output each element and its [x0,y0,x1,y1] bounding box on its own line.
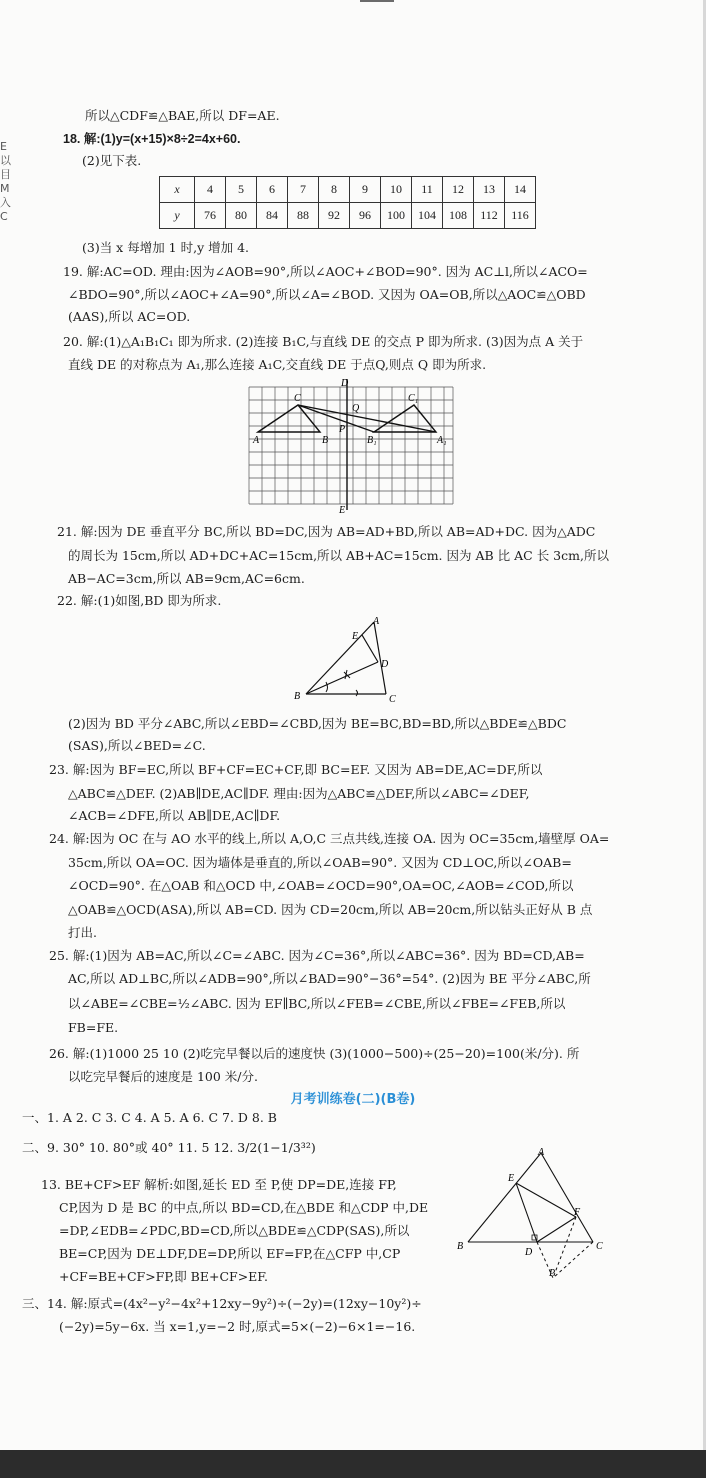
margin-text: E 以 目 M 入 C [0,140,11,223]
text-line: 直线 DE 的对称点为 A₁,那么连接 A₁C,交直线 DE 于点Q,则点 Q 即为所求. [68,357,487,372]
table-cell: 11 [412,177,443,203]
text-line: CP,因为 D 是 BC 的中点,所以 BD=CD,在△BDE 和△CDP 中,DE [59,1200,429,1215]
q18-line: 18. 解:(1)y=(x+15)×8÷2=4x+60. [63,132,241,146]
table-cell: 92 [319,203,350,229]
label-e: E [508,1173,515,1184]
table-cell: y [160,203,195,229]
text-line: AB−AC=3cm,所以 AB=9cm,AC=6cm. [68,571,305,586]
text-line: +CF=BE+CF>FP,即 BE+CF>EF. [59,1269,268,1284]
section-two-line: 二、9. 30° 10. 80°或 40° 11. 5 12. 3/2(1−1/3³²) [22,1140,316,1155]
label-e: E [352,631,359,642]
dashed-lines [537,1217,593,1278]
q14-line: 三、14. 解:原式=(4x²−y²−4x²+12xy−9y²)÷(−2y)=(12xy−10y²)÷ [22,1296,422,1311]
table-cell: 9 [350,177,381,203]
label-e: E [339,505,346,515]
text-line: 以∠ABE=∠CBE=½∠ABC. 因为 EF∥BC,所以∠FEB=∠CBE,所以∠FBE=∠FEB,所以 [68,996,566,1011]
text-line: ∠ACB=∠DFE,所以 AB∥DE,AC∥DF. [68,808,281,823]
grid [249,387,453,504]
label-a: A [373,616,380,627]
table-cell: 100 [381,203,412,229]
table-cell: 116 [505,203,536,229]
text-line: FB=FE. [68,1020,119,1035]
table-cell: 4 [195,177,226,203]
q19-line: 19. 解:AC=OD. 理由:因为∠AOB=90°,所以∠AOC+∠BOD=90°. 因为 AC⊥l,所以∠ACO= [63,264,588,279]
text-line: △OAB≌△OCD(ASA),所以 AB=CD. 因为 CD=20cm,所以 AB=20cm,所以钻头正好从 B 点 [68,902,593,917]
section-title: 月考训练卷(二)(B卷) [290,1092,416,1107]
table-cell: 10 [381,177,412,203]
label-b: B [457,1241,464,1252]
data-table [159,176,536,229]
text-line: △ABC≌△DEF. (2)AB∥DE,AC∥DF. 理由:因为△ABC≌△DEF,所以∠ABC=∠DEF, [68,786,530,801]
label-c1: C₁ [408,393,419,404]
bottom-bar [0,1450,706,1478]
table-cell: 80 [226,203,257,229]
label-a: A [253,435,260,446]
text-line: 的周长为 15cm,所以 AD+DC+AC=15cm,所以 AB+AC=15cm. 因为 AB 比 AC 长 3cm,所以 [68,548,609,563]
table-cell: 76 [195,203,226,229]
table-row-x [160,177,536,203]
text-line: (3)当 x 每增加 1 时,y 增加 4. [82,240,250,255]
top-mark [360,0,394,2]
table-cell: 5 [226,177,257,203]
text-line: (−2y)=5y−6x. 当 x=1,y=−2 时,原式=5×(−2)−6×1=−16. [59,1319,416,1334]
label-d: D [381,659,389,670]
text-line: ∠BDO=90°,所以∠AOC+∠A=90°,所以∠A=∠BOD. 又因为 OA=OB,所以△AOC≌△OBD [68,287,586,302]
table-cell: 14 [505,177,536,203]
table-cell: 96 [350,203,381,229]
label-p: P [549,1268,556,1279]
table-cell: 13 [474,177,505,203]
table-cell: 7 [288,177,319,203]
text-line: (AAS),所以 AC=OD. [68,309,191,324]
label-a1: A₁ [437,435,447,446]
text-line: 35cm,所以 OA=OC. 因为墙体是垂直的,所以∠OAB=90°. 又因为 CD⊥OC,所以∠OAB= [68,855,572,870]
table-cell: 112 [474,203,505,229]
label-b1: B₁ [367,435,377,446]
label-b: B [294,691,301,702]
label-c: C [389,694,396,705]
text-line: 以吃完早餐后的速度是 100 米/分. [68,1069,258,1084]
q25-line: 25. 解:(1)因为 AB=AC,所以∠C=∠ABC. 因为∠C=36°,所以∠ABC=36°. 因为 BD=CD,AB= [49,948,585,963]
q22-line: 22. 解:(1)如图,BD 即为所求. [57,593,222,608]
text-line: (SAS),所以∠BED=∠C. [68,738,206,753]
q24-line: 24. 解:因为 OC 在与 AO 水平的线上,所以 A,O,C 三点共线,连接 OA. 因为 OC=35cm,墙壁厚 OA= [49,831,610,846]
section-one-line: 一、1. A 2. C 3. C 4. A 5. A 6. C 7. D 8. B [22,1110,277,1125]
label-c: C [294,393,301,404]
text-line: =DP,∠EDB=∠PDC,BD=CD,所以△BDE≌△CDP(SAS),所以 [59,1223,410,1238]
table-cell: 104 [412,203,443,229]
table-cell: x [160,177,195,203]
text-line: AC,所以 AD⊥BC,所以∠ADB=90°,所以∠BAD=90°−36°=54°. (2)因为 BE 平分∠ABC,所 [68,971,591,986]
table-cell: 84 [257,203,288,229]
text-line: (2)因为 BD 平分∠ABC,所以∠EBD=∠CBD,因为 BE=BC,BD=BD,所以△BDE≌△BDC [68,716,567,731]
figure-22 [290,612,410,707]
q13-line: 13. BE+CF>EF 解析:如图,延长 ED 至 P,使 DP=DE,连接 FP, [41,1177,397,1192]
triangle-abc [306,622,386,694]
table-cell: 88 [288,203,319,229]
text-line: (2)见下表. [82,153,142,168]
label-a: A [538,1147,545,1158]
text-line: 所以△CDF≌△BAE,所以 DF=AE. [85,108,280,123]
figure-13 [452,1145,617,1280]
label-d: D [341,378,349,389]
label-q: Q [352,403,360,414]
text-line: BE=CP,因为 DE⊥DF,DE=DP,所以 EF=FP,在△CFP 中,CP [59,1246,401,1261]
label-p: P [339,424,346,435]
table-cell: 8 [319,177,350,203]
q23-line: 23. 解:因为 BF=EC,所以 BF+CF=EC+CF,即 BC=EF. 又因为 AB=DE,AC=DF,所以 [49,762,543,777]
q20-line: 20. 解:(1)△A₁B₁C₁ 即为所求. (2)连接 B₁C,与直线 DE 的交点 P 即为所求. (3)因为点 A 关于 [63,334,584,349]
table-cell: 6 [257,177,288,203]
table-cell: 12 [443,177,474,203]
label-f: F [574,1207,581,1218]
q21-line: 21. 解:因为 DE 垂直平分 BC,所以 BD=DC,因为 AB=AD+BD,所以 AB=AD+DC. 因为△ADC [57,524,596,539]
text-line: ∠OCD=90°. 在△OAB 和△OCD 中,∠OAB=∠OCD=90°,OA=OC,∠AOB=∠COD,所以 [68,878,574,893]
triangle-abc [468,1153,593,1242]
label-b: B [322,435,329,446]
label-c: C [596,1241,603,1252]
arc-mark [326,682,328,692]
arc-mark [356,690,358,696]
figure-20 [240,375,460,515]
table-row-y [160,203,536,229]
label-d: D [525,1247,533,1258]
table-cell: 108 [443,203,474,229]
text-line: 打出. [68,925,97,940]
q26-line: 26. 解:(1)1000 25 10 (2)吃完早餐以后的速度快 (3)(1000−500)÷(25−20)=100(米/分). 所 [49,1046,580,1061]
